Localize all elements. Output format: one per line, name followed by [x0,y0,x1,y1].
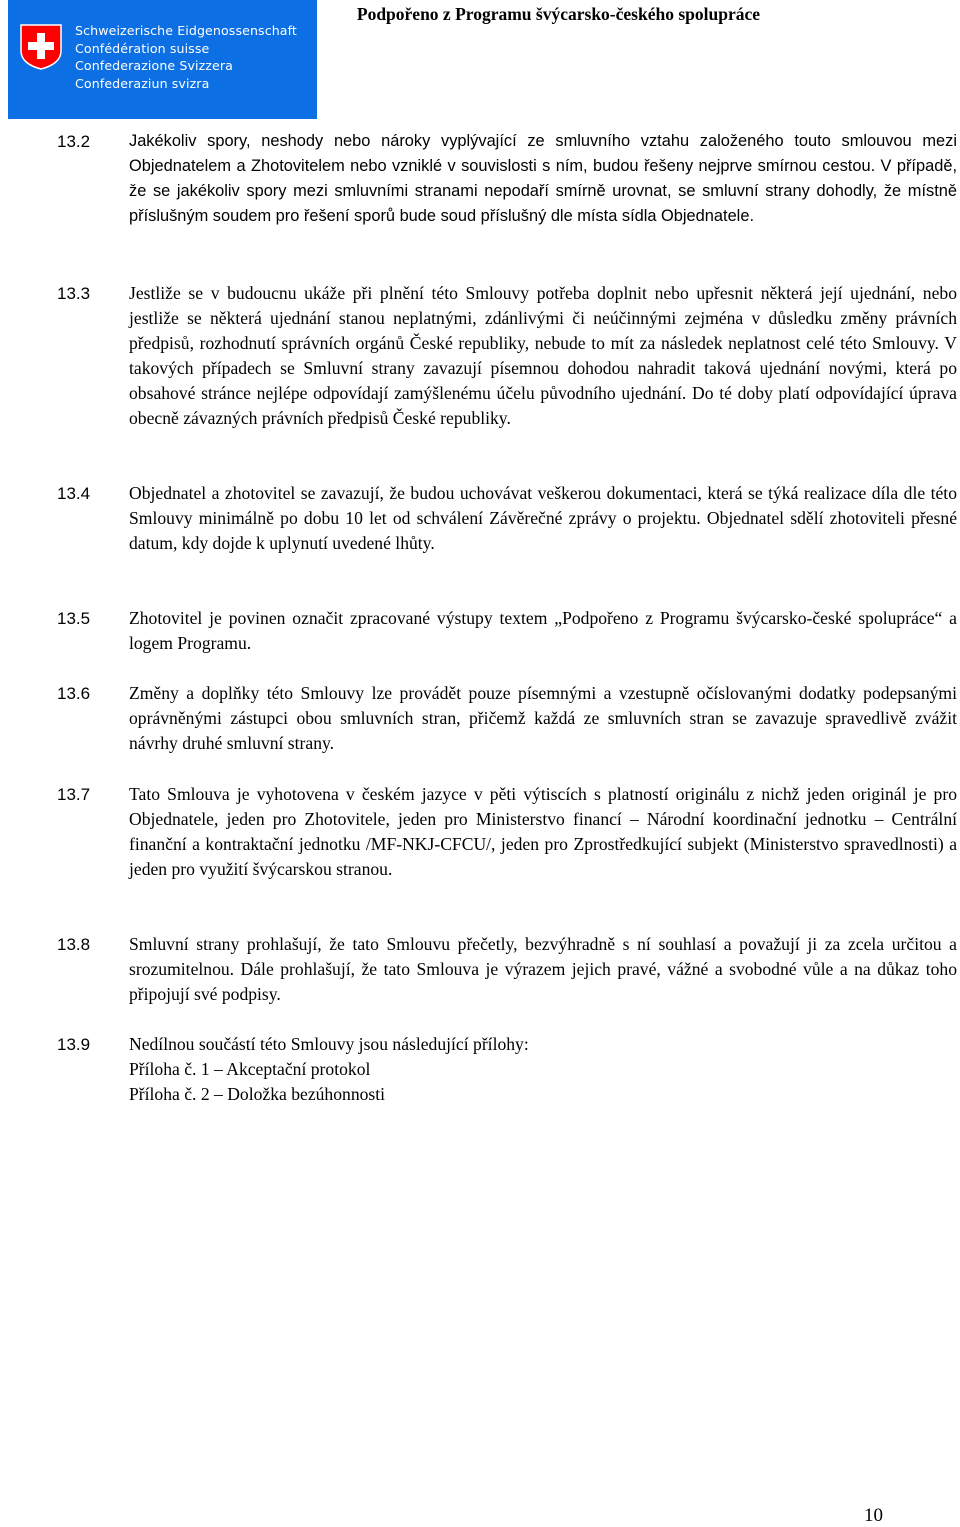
clause-text: Změny a doplňky této Smlouvy lze provádět pouze písemnými a vzestupně očíslovanými dodatky podepsanými oprávněnými zástupci obou smluvních stran, přičemž každá ze smluvních stran se zavazuje spravedlivě zvážit návrhy druhé smluvní strany. [129,683,957,753]
clause-number: 13.8 [57,935,91,954]
clause-text: Objednatel a zhotovitel se zavazují, že budou uchovávat veškerou dokumentaci, která se týká realizace díla dle této Smlouvy minimálně po dobu 10 let od schválení Závěrečné zprávy o projektu. Objednatel sdělí zhotoviteli přesné datum, kdy dojde k uplynutí uvedené lhůty. [129,483,957,553]
clause-number: 13.5 [57,609,91,628]
clause-13-6 [57,681,957,756]
clause-text: Jestliže se v budoucnu ukáže při plnění této Smlouvy potřeba doplnit nebo upřesnit některá její ujednání, nebo jestliže se některá ujednání stanou neplatnými, zdánlivými či neúčinnými zejména v důsledku změny právních předpisů, rozhodnutí správních orgánů České republiky, nebude to mít za následek neplatnost celé této Smlouvy. V takových případech se Smluvní strany zavazují písemnou dohodou nahradit taková ujednání novými, která po obsahové stránce nejlépe odpovídají zamýšlenému účelu původního ujednání. Do té doby platí odpovídající úprava obecně závazných právních předpisů České republiky. [129,283,957,428]
page-number: 10 [864,1505,883,1526]
swiss-cross-icon [20,24,62,70]
clause-13-5 [57,606,957,656]
clause-number: 13.9 [57,1035,91,1054]
attachment-item: Příloha č. 1 – Akceptační protokol [129,1059,371,1079]
logo-line: Confédération suisse [75,40,210,56]
clause-number: 13.3 [57,284,91,303]
logo-line: Confederazione Svizzera [75,58,233,73]
clause-text: Jakékoliv spory, neshody nebo nároky vyplývající ze smluvního vztahu založeného touto smlouvou mezi Objednatelem a Zhotovitelem nebo vzniklé v souvislosti s ním, budou řešeny nejprve smírnou cestou. V případě, že se jakékoliv spory mezi smluvními stranami nepodaří smírně urovnat, se smluvní strany dohodly, že místně příslušným soudem pro řešení sporů bude soud příslušný dle místa sídla Objednatele. [129,132,957,225]
clause-number: 13.7 [57,785,91,804]
header-title: Podpořeno z Programu švýcarsko-českého spolupráce [356,4,760,24]
clause-number: 13.6 [57,684,91,703]
clause-text: Smluvní strany prohlašují, že tato Smlouvu přečetly, bezvýhradně s ní souhlasí a považují ji za zcela určitou a srozumitelnou. Dále prohlašují, že tato Smlouva je výrazem jejich pravé, vážné a svobodné vůle a na důkaz toho připojují své podpisy. [129,934,957,1004]
logo-line: Schweizerische Eidgenossenschaft [75,23,297,38]
clause-13-2 [57,129,957,229]
clause-13-4 [57,481,957,556]
clause-text [129,1032,957,1107]
clause-number: 13.2 [57,132,91,151]
logo-text [75,22,297,92]
clause-13-7 [57,782,957,882]
clause-13-3 [57,281,957,431]
attachment-item: Příloha č. 2 – Doložka bezúhonnosti [129,1084,386,1104]
swiss-confederation-logo [8,0,317,119]
clause-text: Tato Smlouva je vyhotovena v českém jazyce v pěti výtiscích s platností originálu z nichž jeden originál je pro Objednatele, jeden pro Zhotovitele, jeden pro Ministerstvo financí – Národní koordinační jednotku – Centrální finanční a kontraktační jednotku /MF-NKJ-CFCU/, jeden pro Zprostředkující subjekt (Ministerstvo spravedlnosti) a jeden pro využití švýcarskou stranou. [129,784,957,879]
attachments-intro: Nedílnou součástí této Smlouvy jsou následující přílohy: [129,1034,529,1054]
logo-line: Confederaziun svizra [75,75,210,91]
clause-13-9 [57,1032,957,1107]
clause-number: 13.4 [57,484,91,503]
clause-text: Zhotovitel je povinen označit zpracované výstupy textem „Podpořeno z Programu švýcarsko-české spolupráce“ a logem Programu. [129,608,957,653]
clause-13-8 [57,932,957,1007]
